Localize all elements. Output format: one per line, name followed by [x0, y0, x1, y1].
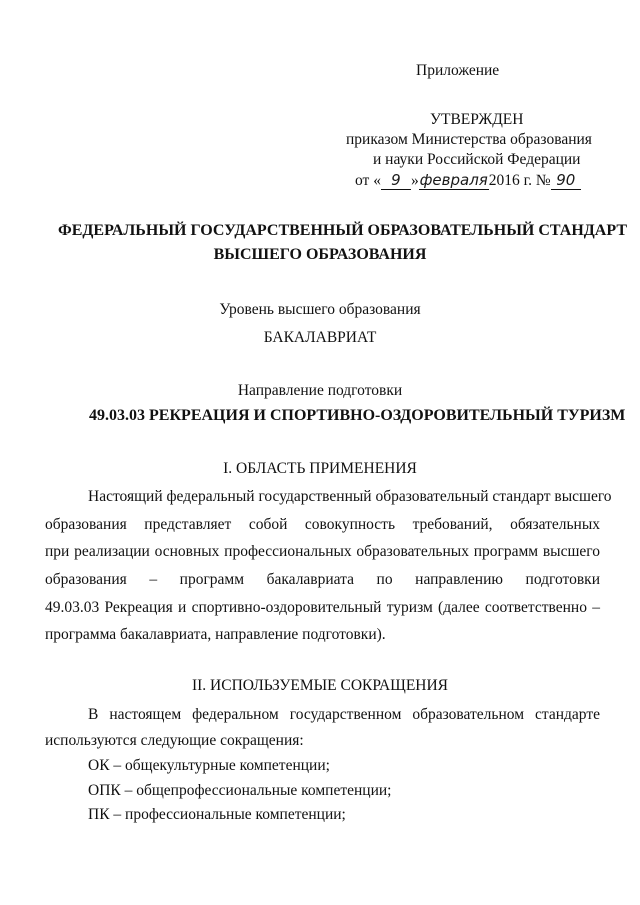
appendix-label: Приложение — [416, 62, 500, 79]
direction-value: 49.03.03 РЕКРЕАЦИЯ И СПОРТИВНО-ОЗДОРОВИТЕЛЬНЫЙ ТУРИЗМ — [89, 407, 626, 424]
abbreviation-item: ОПК – общепрофессиональные компетенции; — [88, 782, 392, 799]
order-date-line — [355, 171, 581, 190]
date-month: февраля — [419, 171, 488, 189]
section-2-line: В настоящем федеральном государственном образовательном стандарте — [88, 706, 600, 723]
education-level-value: БАКАЛАВРИАТ — [263, 329, 377, 346]
abbreviation-item: ПК – профессиональные компетенции; — [88, 806, 346, 823]
section-2-line: используются следующие сокращения: — [45, 732, 304, 749]
date-day: 9 — [381, 171, 411, 190]
document-title-line-1: ФЕДЕРАЛЬНЫЙ ГОСУДАРСТВЕННЫЙ ОБРАЗОВАТЕЛЬНЫЙ СТАНДАРТ — [58, 222, 627, 239]
abbreviation-item: ОК – общекультурные компетенции; — [88, 757, 330, 774]
section-1-line: образования – программ бакалавриата по направлению подготовки — [45, 571, 600, 588]
approved-label: УТВЕРЖДЕН — [430, 111, 524, 128]
direction-label: Направление подготовки — [237, 382, 403, 399]
section-1-line: Настоящий федеральный государственный образовательный стандарт высшего — [88, 488, 612, 505]
document-title-line-2: ВЫСШЕГО ОБРАЗОВАНИЯ — [213, 246, 427, 263]
section-1-line: программа бакалавриата, направление подготовки). — [45, 626, 386, 643]
order-number: 90 — [551, 171, 581, 190]
education-level-label: Уровень высшего образования — [219, 301, 421, 318]
date-mid: » — [410, 172, 419, 189]
date-year: 2016 г. № — [488, 172, 551, 189]
order-line-2: и науки Российской Федерации — [373, 151, 581, 168]
section-1-line: 49.03.03 Рекреация и спортивно-оздоровительный туризм (далее соответственно – — [45, 599, 600, 616]
section-1-line: при реализации основных профессиональных образовательных программ высшего — [45, 543, 600, 560]
date-prefix: от « — [355, 172, 381, 189]
order-line-1: приказом Министерства образования — [346, 131, 592, 148]
section-2-heading: II. ИСПОЛЬЗУЕМЫЕ СОКРАЩЕНИЯ — [191, 677, 449, 694]
section-1-heading: I. ОБЛАСТЬ ПРИМЕНЕНИЯ — [223, 460, 417, 477]
section-1-line: образования представляет собой совокупность требований, обязательных — [45, 516, 600, 533]
